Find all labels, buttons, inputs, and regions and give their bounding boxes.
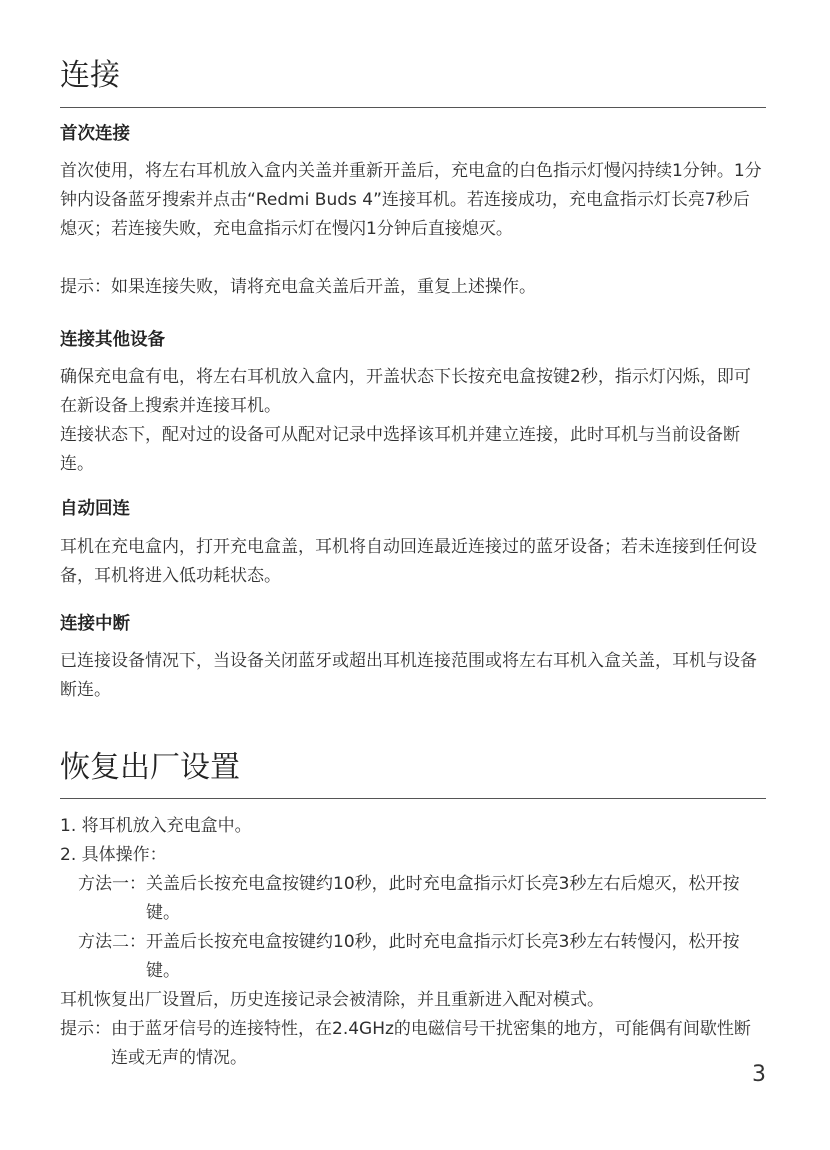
reset-tip	[60, 1015, 766, 1073]
reset-method-1	[78, 870, 766, 928]
reset-tip-label: 提示：	[60, 1019, 111, 1039]
paragraph-other-devices-1: 确保充电盒有电，将左右耳机放入盒内，开盖状态下长按充电盒按键2秒，指示灯闪烁，即可在新设备上搜索并连接耳机。	[60, 367, 751, 416]
paragraph-first-connect: 首次使用，将左右耳机放入盒内关盖并重新开盖后，充电盒的白色指示灯慢闪持续1分钟。1分钟内设备蓝牙搜索并点击“Redmi Buds 4”连接耳机。若连接成功，充电盒指示灯长亮7秒后熄灭；若连接失败，充电盒指示灯在慢闪1分钟后直接熄灭。	[60, 161, 762, 239]
subheading-first-connect: 首次连接	[60, 124, 130, 144]
paragraph-other-devices-2: 连接状态下，配对过的设备可从配对记录中选择该耳机并建立连接，此时耳机与当前设备断连。	[60, 425, 740, 474]
section-title-factory-reset: 恢复出厂设置	[60, 750, 240, 785]
reset-method-2	[78, 928, 766, 986]
section-divider	[60, 798, 766, 799]
paragraph-disconnect: 已连接设备情况下，当设备关闭蓝牙或超出耳机连接范围或将左右耳机入盒关盖，耳机与设备断连。	[60, 651, 757, 700]
method-2-text: 开盖后长按充电盒按键约10秒，此时充电盒指示灯长亮3秒左右转慢闪，松开按键。	[146, 932, 740, 981]
tip-first-connect: 提示：如果连接失败，请将充电盒关盖后开盖，重复上述操作。	[60, 277, 536, 297]
subheading-auto-reconnect: 自动回连	[60, 499, 130, 519]
subheading-other-devices: 连接其他设备	[60, 330, 165, 350]
reset-step-1: 1. 将耳机放入充电盒中。	[60, 816, 252, 836]
reset-after-note: 耳机恢复出厂设置后，历史连接记录会被清除，并且重新进入配对模式。	[60, 990, 604, 1010]
method-1-text: 关盖后长按充电盒按键约10秒，此时充电盒指示灯长亮3秒左右后熄灭，松开按键。	[146, 874, 740, 923]
page-number: 3	[752, 1062, 766, 1087]
reset-tip-text: 由于蓝牙信号的连接特性，在2.4GHz的电磁信号干扰密集的地方，可能偶有间歇性断连或无声的情况。	[111, 1019, 751, 1068]
section-divider	[60, 107, 766, 108]
method-1-label: 方法一：	[78, 874, 146, 894]
method-2-label: 方法二：	[78, 932, 146, 952]
subheading-disconnect: 连接中断	[60, 614, 130, 634]
section-title-connect: 连接	[60, 58, 120, 93]
paragraph-auto-reconnect: 耳机在充电盒内，打开充电盒盖，耳机将自动回连最近连接过的蓝牙设备；若未连接到任何设备，耳机将进入低功耗状态。	[60, 537, 757, 586]
reset-step-2: 2. 具体操作：	[60, 845, 167, 865]
